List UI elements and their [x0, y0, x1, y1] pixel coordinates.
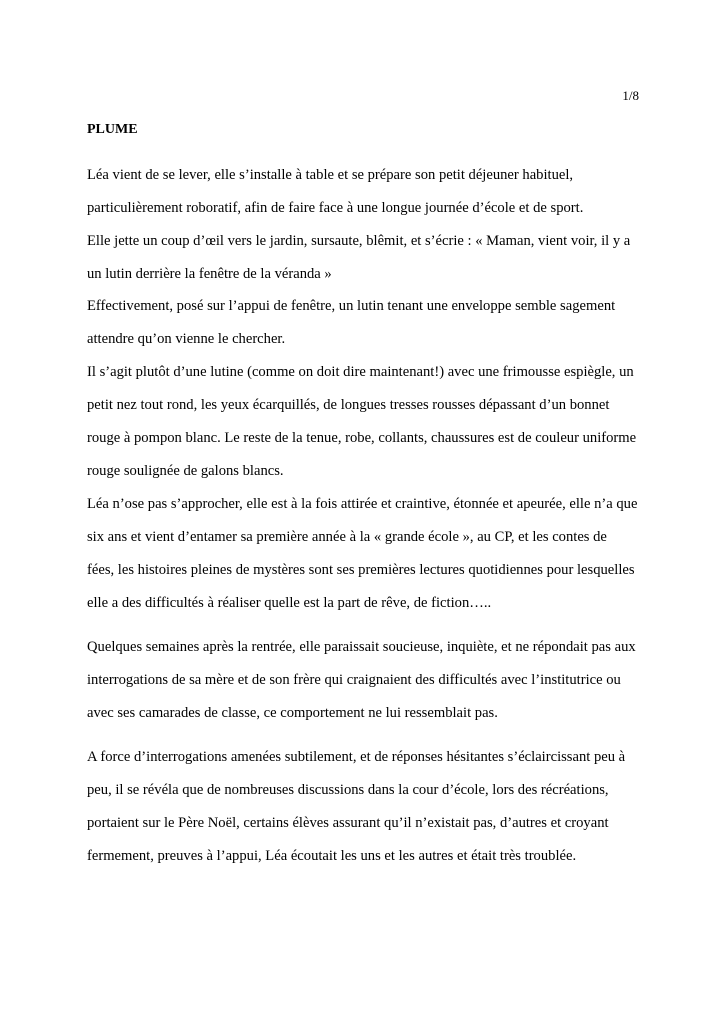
text-line: peu, il se révéla que de nombreuses discussions dans la cour d’école, lors des récréations,	[87, 782, 609, 798]
text-line: Il s’agit plutôt d’une lutine (comme on doit dire maintenant!) avec une frimousse espiègle, un	[87, 364, 634, 380]
text-line: particulièrement roboratif, afin de faire face à une longue journée d’école et de sport.	[87, 200, 584, 216]
text-line: Effectivement, posé sur l’appui de fenêtre, un lutin tenant une enveloppe semble sagement	[87, 298, 616, 314]
text-line: fées, les histoires pleines de mystères sont ses premières lectures quotidiennes pour lesquelles	[87, 562, 635, 578]
text-line: Léa n’ose pas s’approcher, elle est à la fois attirée et craintive, étonnée et apeurée, elle n’a que	[87, 496, 638, 512]
text-line: portaient sur le Père Noël, certains élèves assurant qu’il n’existait pas, d’autres et croyant	[87, 815, 609, 831]
text-line: A force d’interrogations amenées subtilement, et de réponses hésitantes s’éclaircissant peu à	[87, 749, 626, 765]
text-line: rouge à pompon blanc. Le reste de la tenue, robe, collants, chaussures est de couleur uniforme	[87, 430, 637, 446]
text-line: elle a des difficultés à réaliser quelle est la part de rêve, de fiction…..	[87, 595, 492, 611]
text-line: attendre qu’on vienne le chercher.	[87, 331, 286, 347]
page-number: 1/8	[622, 88, 639, 103]
text-line: Elle jette un coup d’œil vers le jardin, sursaute, blêmit, et s’écrie : « Maman, vient voir, il y a	[87, 233, 631, 249]
text-line: rouge soulignée de galons blancs.	[87, 463, 284, 479]
text-line: interrogations de sa mère et de son frère qui craignaient des difficultés avec l’institutrice ou	[87, 672, 621, 688]
text-line: un lutin derrière la fenêtre de la véranda »	[87, 266, 332, 282]
text-line: six ans et vient d’entamer sa première année à la « grande école », au CP, et les contes de	[87, 529, 607, 545]
text-line: avec ses camarades de classe, ce comportement ne lui ressemblait pas.	[87, 705, 498, 721]
text-line: Léa vient de se lever, elle s’installe à table et se prépare son petit déjeuner habituel,	[87, 167, 574, 183]
text-line: petit nez tout rond, les yeux écarquillés, de longues tresses rousses dépassant d’un bonnet	[87, 397, 610, 413]
document-title: PLUME	[87, 122, 138, 137]
text-line: fermement, preuves à l’appui, Léa écoutait les uns et les autres et était très troublée.	[87, 848, 577, 864]
text-line: Quelques semaines après la rentrée, elle paraissait soucieuse, inquiète, et ne répondait pas aux	[87, 639, 636, 655]
